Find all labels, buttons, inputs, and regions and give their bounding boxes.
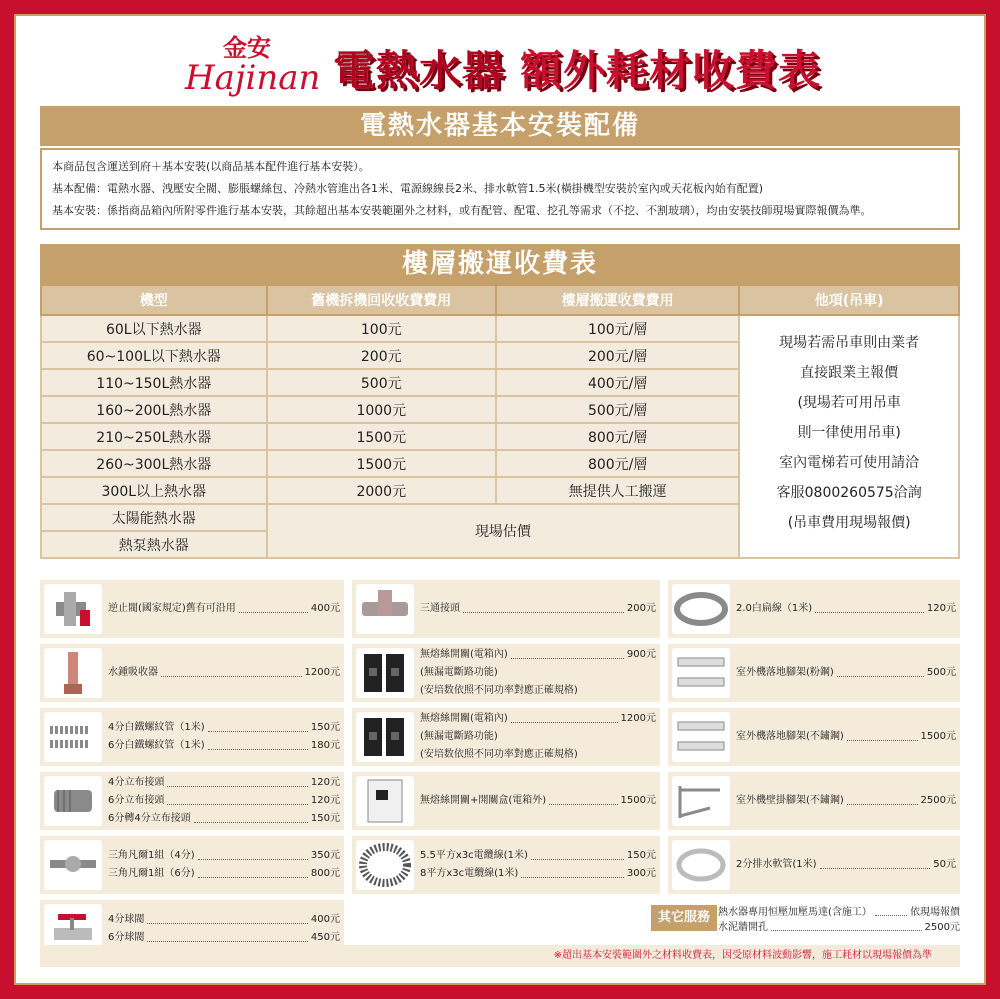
other-service-label: 水泥牆開孔 <box>718 922 768 933</box>
material-price: 200元 <box>626 603 656 614</box>
white-coil-icon <box>672 584 730 634</box>
crane-note <box>739 315 959 558</box>
dot-leader <box>147 929 308 942</box>
material-line <box>736 792 956 810</box>
other-services <box>718 905 960 935</box>
material-label: 5.5平方x3c電纜線(1米) <box>420 850 528 861</box>
material-item <box>668 836 960 894</box>
material-item <box>40 708 344 766</box>
material-line <box>736 856 956 874</box>
material-price: 120元 <box>926 603 956 614</box>
check-valve-icon <box>44 584 102 634</box>
material-line <box>736 664 956 682</box>
material-item <box>40 644 344 702</box>
material-label: 6分球閥 <box>108 932 145 943</box>
basic-line: 基本安裝：係指商品箱內所附零件進行基本安裝，其餘超出基本安裝範圍外之材料，或有配管、配電、挖孔等需求（不挖、不割玻璃），均由安裝技師現場實際報價為準。 <box>52 204 872 217</box>
material-price: 350元 <box>310 850 340 861</box>
material-line <box>420 600 656 618</box>
breaker-icon <box>356 712 414 762</box>
material-label: 6分白鐵螺紋管（1米) <box>108 740 205 751</box>
table-cell: 100元/層 <box>496 315 739 342</box>
material-price: 1200元 <box>620 713 656 724</box>
material-line <box>108 865 340 883</box>
material-price: 120元 <box>310 795 340 806</box>
material-label: 室外機壁掛腳架(不鏽鋼) <box>736 795 844 806</box>
material-label: 室外機落地腳架(不鏽鋼) <box>736 731 844 742</box>
material-item <box>40 580 344 638</box>
table-row <box>41 315 959 342</box>
cable-icon <box>356 840 414 890</box>
material-line <box>108 600 340 618</box>
material-item <box>352 644 660 702</box>
material-label: 2.0白扁線（1米) <box>736 603 813 614</box>
dot-leader <box>239 600 308 613</box>
dot-leader <box>815 600 924 613</box>
dot-leader <box>147 911 308 924</box>
table-cell: 800元/層 <box>496 423 739 450</box>
material-price: 1500元 <box>620 795 656 806</box>
material-line <box>420 792 656 810</box>
material-price: 2500元 <box>920 795 956 806</box>
table-cell: 110~150L熱水器 <box>41 369 267 396</box>
tee-fitting-icon <box>356 584 414 634</box>
material-label: 2分排水軟管(1米) <box>736 859 817 870</box>
material-line <box>108 810 340 828</box>
material-label: 無熔絲開關(電箱內) <box>420 713 508 724</box>
dot-leader <box>820 856 931 869</box>
table-cell: 太陽能熱水器 <box>41 504 267 531</box>
material-item <box>40 772 344 830</box>
col-header: 舊機拆機回收收費費用 <box>267 285 496 315</box>
material-item <box>668 580 960 638</box>
material-label: 逆止閥(國家規定)舊有可沿用 <box>108 603 236 614</box>
dot-leader <box>521 865 624 878</box>
material-item <box>352 580 660 638</box>
material-line <box>420 664 656 682</box>
material-line <box>420 847 656 865</box>
material-line <box>108 774 340 792</box>
material-label: 水鍾吸收器 <box>108 667 158 678</box>
brand-name-zh: 金安 <box>223 33 271 62</box>
title-part1: 電熱水器 <box>333 46 506 95</box>
table-cell: 60~100L以下熱水器 <box>41 342 267 369</box>
material-item <box>352 708 660 766</box>
col-header: 機型 <box>41 285 267 315</box>
table-cell: 200元 <box>267 342 496 369</box>
material-line <box>736 600 956 618</box>
other-service-label: 熱水器專用恒壓加壓馬達(含施工） <box>718 907 872 918</box>
material-line <box>108 792 340 810</box>
material-item <box>40 836 344 894</box>
other-service-line <box>718 920 960 935</box>
material-line <box>108 847 340 865</box>
dot-leader <box>194 810 308 823</box>
material-price: 400元 <box>310 914 340 925</box>
material-price: 180元 <box>310 740 340 751</box>
dot-leader <box>549 792 617 805</box>
material-price: 150元 <box>626 850 656 861</box>
other-service-price: 依現場報價 <box>910 907 960 918</box>
dot-leader <box>511 646 624 659</box>
crane-note-line: (吊車費用現場報價) <box>787 515 911 531</box>
material-label: 室外機落地腳架(粉鋼) <box>736 667 834 678</box>
material-line <box>108 664 340 682</box>
material-line <box>420 646 656 664</box>
dot-leader <box>847 792 918 805</box>
hammer-absorber-icon <box>44 648 102 698</box>
material-label: 4分白鐵螺紋管（1米) <box>108 722 205 733</box>
breaker-icon <box>356 648 414 698</box>
other-service-price: 2500元 <box>924 922 960 933</box>
crane-note-line: (現場若可用吊車 <box>797 395 901 411</box>
basic-line: 本商品包含運送到府＋基本安裝(以商品基本配件進行基本安裝）。 <box>52 160 370 173</box>
angle-valve-icon <box>44 840 102 890</box>
material-price: 500元 <box>926 667 956 678</box>
table-cell: 300L以上熱水器 <box>41 477 267 504</box>
material-label: (安培数依照不同功率對應正確規格) <box>420 685 578 696</box>
dot-leader <box>198 847 308 860</box>
crane-note-line: 客服0800260575洽詢 <box>776 485 922 501</box>
table-cell: 1000元 <box>267 396 496 423</box>
material-line <box>108 911 340 929</box>
material-line <box>108 719 340 737</box>
dot-leader <box>511 710 618 723</box>
material-label: (安培数依照不同功率對應正確規格) <box>420 749 578 760</box>
footnote: ※超出基本安裝範圍外之材料收費表，因受原材料波動影響，施工耗材以現場報價為準 <box>40 945 960 967</box>
other-service-line <box>718 905 960 920</box>
table-cell: 1500元 <box>267 450 496 477</box>
dot-leader <box>167 774 308 787</box>
table-cell: 200元/層 <box>496 342 739 369</box>
moving-fee-table <box>40 284 960 559</box>
basic-line: 基本配備：電熱水器、洩壓安全閥、膨脹螺絲包、冷熱水管進出各1米、電源線線長2米、排水軟管1.5米(橫掛機型安裝於室內或天花板內始有配置) <box>52 182 764 195</box>
table-cell: 1500元 <box>267 423 496 450</box>
basic-info-box <box>40 148 960 230</box>
dot-leader <box>167 792 308 805</box>
table-cell: 500元/層 <box>496 396 739 423</box>
table-cell: 260~300L熱水器 <box>41 450 267 477</box>
material-line <box>736 728 956 746</box>
material-price: 400元 <box>310 603 340 614</box>
material-label: 4分立布接頭 <box>108 777 165 788</box>
material-item <box>668 644 960 702</box>
basic-heading: 電熱水器基本安裝配備 <box>40 106 960 146</box>
title-part2: 額外耗材收費表 <box>520 46 822 95</box>
table-cell: 100元 <box>267 315 496 342</box>
material-price: 900元 <box>626 649 656 660</box>
material-label: 6分立布接頭 <box>108 795 165 806</box>
header <box>175 28 825 98</box>
material-price: 150元 <box>310 722 340 733</box>
material-label: 三角凡爾1組（6分) <box>108 868 195 879</box>
material-label: 無熔絲開關+開關盒(電箱外) <box>420 795 547 806</box>
material-label: 無熔絲開關(電箱內) <box>420 649 508 660</box>
dot-leader <box>847 728 918 741</box>
table-cell: 160~200L熱水器 <box>41 396 267 423</box>
material-line <box>420 865 656 883</box>
material-line <box>420 746 656 764</box>
table-cell: 500元 <box>267 369 496 396</box>
material-label: 三角凡爾1組（4分) <box>108 850 195 861</box>
material-price: 150元 <box>310 813 340 824</box>
drain-hose-icon <box>672 840 730 890</box>
material-price: 450元 <box>310 932 340 943</box>
material-line <box>420 710 656 728</box>
material-price: 50元 <box>933 859 956 870</box>
material-label: 三通接頭 <box>420 603 460 614</box>
material-label: 4分球閥 <box>108 914 145 925</box>
material-label: 8平方x3c電纜線(1米) <box>420 868 519 879</box>
nipple-icon <box>44 776 102 826</box>
table-cell: 210~250L熱水器 <box>41 423 267 450</box>
material-item <box>668 708 960 766</box>
material-item <box>352 836 660 894</box>
brand-logo <box>175 28 325 98</box>
dot-leader <box>198 865 308 878</box>
wall-bracket-icon <box>672 776 730 826</box>
material-label: (無漏電斷路功能) <box>420 731 498 742</box>
estimate-cell: 現場估價 <box>267 504 740 558</box>
material-label: 6分轉4分立布接頭 <box>108 813 191 824</box>
table-cell: 無提供人工搬運 <box>496 477 739 504</box>
material-item <box>668 772 960 830</box>
bracket-icon <box>672 712 730 762</box>
table-cell: 800元/層 <box>496 450 739 477</box>
dot-leader <box>208 719 308 732</box>
material-line <box>420 728 656 746</box>
material-item <box>352 772 660 830</box>
corrugated-pipe-icon <box>44 712 102 762</box>
dot-leader <box>463 600 624 613</box>
dot-leader <box>208 737 308 750</box>
material-price: 120元 <box>310 777 340 788</box>
bracket-icon <box>672 648 730 698</box>
switch-box-icon <box>356 776 414 826</box>
col-header: 樓層搬運收費費用 <box>496 285 739 315</box>
crane-note-line: 現場若需吊車則由業者 <box>779 335 920 351</box>
crane-note-line: 室內電梯若可使用請洽 <box>779 455 920 471</box>
material-price: 300元 <box>626 868 656 879</box>
col-header: 他項(吊車) <box>739 285 959 315</box>
crane-note-line: 直接跟業主報價 <box>800 365 899 381</box>
material-price: 1500元 <box>920 731 956 742</box>
dot-leader <box>531 847 624 860</box>
dot-leader <box>161 664 302 677</box>
crane-note-line: 則一律使用吊車) <box>797 425 901 441</box>
material-price: 800元 <box>310 868 340 879</box>
dot-leader <box>771 920 922 931</box>
dot-leader <box>875 905 907 916</box>
table-cell: 2000元 <box>267 477 496 504</box>
table-cell: 400元/層 <box>496 369 739 396</box>
material-label: (無漏電斷路功能) <box>420 667 498 678</box>
moving-heading: 樓層搬運收費表 <box>40 244 960 284</box>
material-price: 1200元 <box>304 667 340 678</box>
other-services-label: 其它服務 <box>651 905 717 931</box>
material-line <box>108 737 340 755</box>
brand-name-en: Hajinan <box>185 58 321 98</box>
table-cell: 熱泵熱水器 <box>41 531 267 558</box>
table-cell: 60L以下熱水器 <box>41 315 267 342</box>
dot-leader <box>837 664 924 677</box>
material-line <box>420 682 656 700</box>
